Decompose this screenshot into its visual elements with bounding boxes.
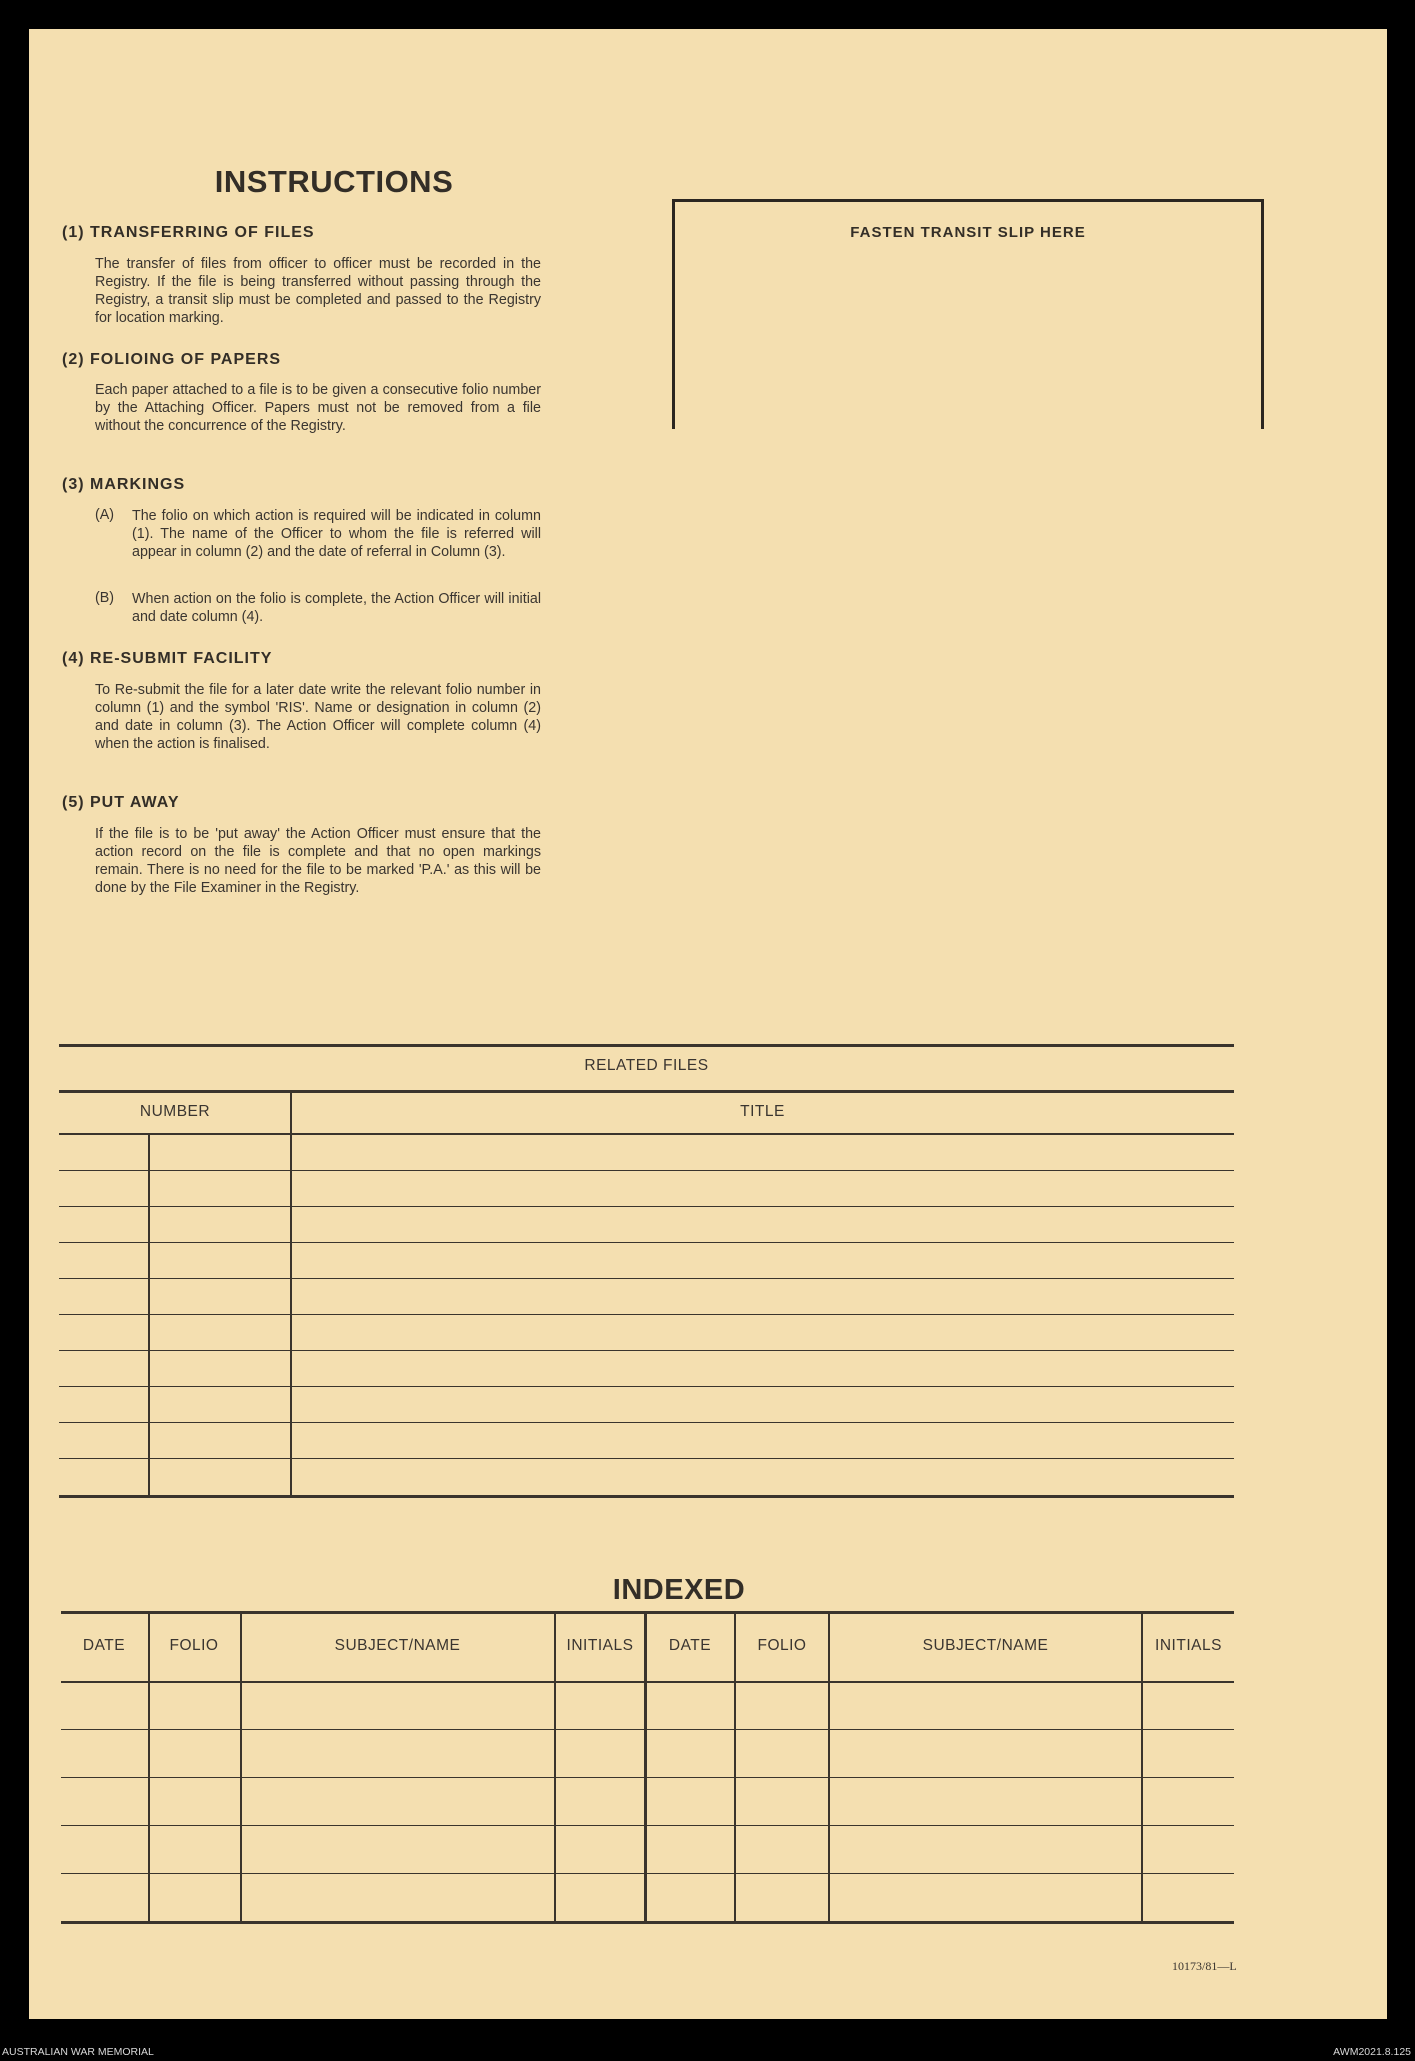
indexed-folio-header: FOLIO xyxy=(169,1637,219,1654)
related-number-header: NUMBER xyxy=(139,1103,211,1120)
related-row-line xyxy=(59,1242,1234,1243)
related-top-rule xyxy=(59,1044,1234,1047)
related-header-rule xyxy=(59,1090,1234,1093)
markings-b-label: (B) xyxy=(95,590,115,606)
section-5-heading: (5) PUT AWAY xyxy=(62,794,180,811)
indexed-date-header: DATE xyxy=(82,1637,126,1654)
related-row-line xyxy=(59,1458,1234,1459)
indexed-row-line xyxy=(61,1729,1234,1730)
section-4-body: To Re-submit the file for a later date write the relevant folio number in column (1) and the symbol 'RIS'. Name or designation in column (2) and date in column (3). The Action Officer will complete column (4) when the action is finalised. xyxy=(95,682,541,752)
related-row-line xyxy=(59,1206,1234,1207)
indexed-top-rule xyxy=(61,1611,1234,1614)
section-5-body: If the file is to be 'put away' the Action Officer must ensure that the action record on the file is complete and that no open markings remain. There is no need for the file to be marked 'P.A.' as this will be done by the File Examiner in the Registry. xyxy=(95,826,541,896)
indexed-date-header-2: DATE xyxy=(668,1637,712,1654)
indexed-row-line xyxy=(61,1825,1234,1826)
related-row-line xyxy=(59,1422,1234,1423)
markings-a-label: (A) xyxy=(95,507,115,523)
indexed-initials-header: INITIALS xyxy=(566,1637,634,1654)
related-bottom-rule xyxy=(59,1495,1234,1498)
section-1-body: The transfer of files from officer to officer must be recorded in the Registry. If the file is being transferred without passing through the Registry, a transit slip must be completed and passed to the Registry for location marking. xyxy=(95,256,541,326)
related-row-line xyxy=(59,1278,1234,1279)
related-col-divider xyxy=(148,1133,150,1497)
section-2-body: Each paper attached to a file is to be given a consecutive folio number by the Attaching Officer. Papers must not be removed from a file without the concurrence of the Registry. xyxy=(95,382,541,434)
related-row-line xyxy=(59,1170,1234,1171)
indexed-col-divider xyxy=(148,1613,150,1923)
related-row-line xyxy=(59,1314,1234,1315)
related-row-line xyxy=(59,1350,1234,1351)
markings-a-text: The folio on which action is required will be indicated in column (1). The name of the Officer to whom the file is referred will appear in column (2) and the date of referral in Column (3). xyxy=(132,508,541,560)
section-1-heading: (1) TRANSFERRING OF FILES xyxy=(62,224,315,241)
indexed-initials-header-2: INITIALS xyxy=(1155,1637,1222,1654)
instructions-title: INSTRUCTIONS xyxy=(214,164,454,199)
indexed-col-divider xyxy=(828,1613,830,1923)
indexed-subject-header-2: SUBJECT/NAME xyxy=(922,1637,1049,1654)
indexed-col-divider xyxy=(1141,1613,1143,1923)
section-3-heading: (3) MARKINGS xyxy=(62,476,186,493)
indexed-subject-header: SUBJECT/NAME xyxy=(334,1637,461,1654)
form-code: 10173/81—L xyxy=(1172,1959,1237,1973)
indexed-center-divider xyxy=(644,1613,647,1923)
markings-b-text: When action on the folio is complete, the Action Officer will initial and date column (4). xyxy=(132,591,541,625)
indexed-folio-header-2: FOLIO xyxy=(757,1637,807,1654)
indexed-header-rule xyxy=(61,1681,1234,1683)
related-col-divider xyxy=(290,1090,292,1497)
related-row-line xyxy=(59,1133,1234,1135)
footer-right: AWM2021.8.125 xyxy=(1333,2046,1411,2058)
indexed-row-line xyxy=(61,1777,1234,1778)
related-files-title: RELATED FILES xyxy=(584,1057,709,1074)
indexed-col-divider xyxy=(240,1613,242,1923)
indexed-title: INDEXED xyxy=(612,1574,746,1606)
indexed-bottom-rule xyxy=(61,1921,1234,1924)
indexed-row-line xyxy=(61,1873,1234,1874)
related-title-header: TITLE xyxy=(740,1103,785,1120)
indexed-col-divider xyxy=(554,1613,556,1923)
footer-left: AUSTRALIAN WAR MEMORIAL xyxy=(2,2046,154,2058)
section-2-heading: (2) FOLIOING OF PAPERS xyxy=(62,351,282,368)
transit-slip-box xyxy=(672,199,1264,429)
transit-slip-label: FASTEN TRANSIT SLIP HERE xyxy=(850,224,1086,241)
indexed-col-divider xyxy=(734,1613,736,1923)
document-sheet xyxy=(29,29,1387,2019)
related-row-line xyxy=(59,1386,1234,1387)
section-4-heading: (4) RE-SUBMIT FACILITY xyxy=(62,650,273,667)
